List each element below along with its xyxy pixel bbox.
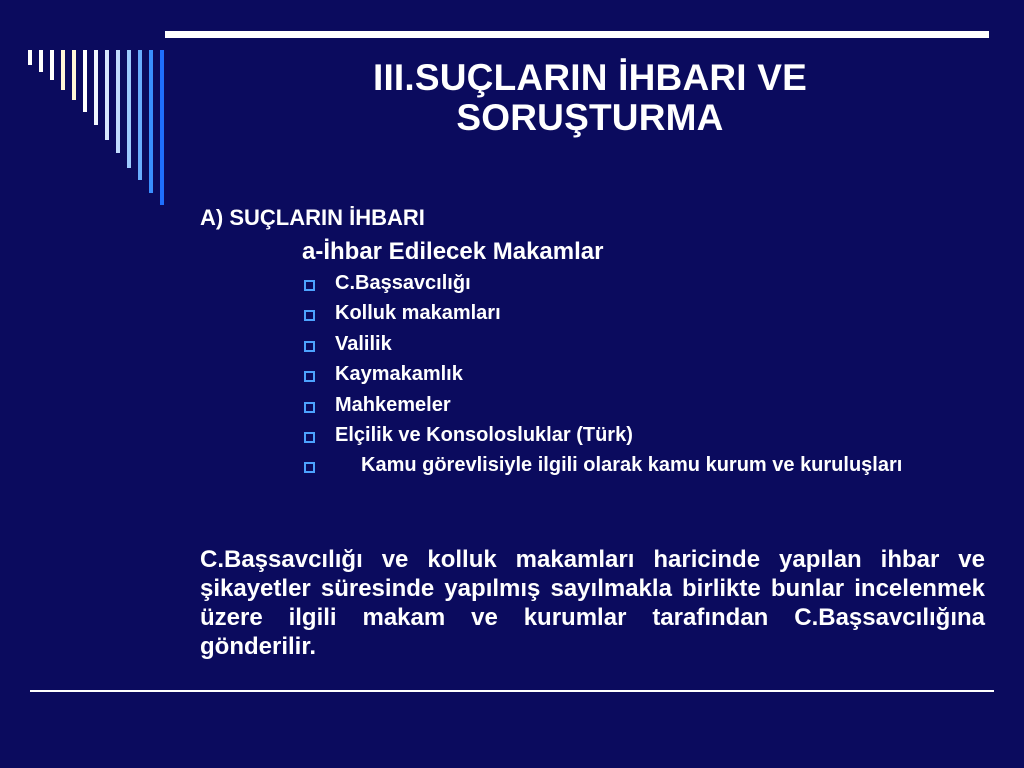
- list-item-text: Kamu görevlisiyle ilgili olarak kamu kurum ve kuruluşları: [361, 454, 903, 477]
- stripe: [83, 50, 87, 112]
- slide-title: [300, 58, 880, 138]
- square-bullet-icon: [304, 462, 315, 473]
- authority-list: [302, 272, 985, 485]
- title-line-2: SORUŞTURMA: [456, 97, 724, 138]
- stripe: [61, 50, 65, 90]
- square-bullet-icon: [304, 432, 315, 443]
- top-divider-line: [165, 31, 989, 38]
- subheading: a-İhbar Edilecek Makamlar: [302, 238, 604, 265]
- square-bullet-icon: [304, 371, 315, 382]
- list-item-text: Valilik: [335, 332, 392, 355]
- stripe: [138, 50, 142, 180]
- section-heading: A) SUÇLARIN İHBARI: [200, 205, 425, 230]
- list-item: [302, 272, 985, 295]
- bottom-divider-line: [30, 690, 994, 692]
- square-bullet-icon: [304, 310, 315, 321]
- square-bullet-icon: [304, 280, 315, 291]
- list-item-text: Kaymakamlık: [335, 363, 463, 386]
- stripe: [39, 50, 43, 72]
- stripe: [50, 50, 54, 80]
- list-item-text: C.Başsavcılığı: [335, 272, 471, 294]
- stripe: [28, 50, 32, 65]
- list-item: [302, 302, 985, 325]
- stripe: [72, 50, 76, 100]
- list-item: [302, 333, 985, 356]
- title-line-1: III.SUÇLARIN İHBARI VE: [372, 57, 808, 98]
- stripe: [127, 50, 131, 168]
- list-item: [302, 394, 985, 417]
- list-item: [302, 454, 985, 477]
- list-item: [302, 424, 985, 447]
- square-bullet-icon: [304, 402, 315, 413]
- list-item-text: Mahkemeler: [335, 393, 451, 416]
- stripe: [160, 50, 164, 205]
- stripe: [149, 50, 153, 193]
- list-item: [302, 363, 985, 386]
- list-item-text: Elçilik ve Konsolosluklar (Türk): [335, 423, 633, 446]
- stripe: [116, 50, 120, 153]
- stripe: [94, 50, 98, 125]
- stripe: [105, 50, 109, 140]
- list-item-text: Kolluk makamları: [335, 302, 501, 325]
- body-paragraph: C.Başsavcılığı ve kolluk makamları haricinde yapılan ihbar ve şikayetler süresinde yapılmış sayılmakla birlikte bunlar incelenmek üzere ilgili makam ve kurumlar tarafından C.Başsavcılığına gönderilir.: [200, 546, 985, 660]
- square-bullet-icon: [304, 341, 315, 352]
